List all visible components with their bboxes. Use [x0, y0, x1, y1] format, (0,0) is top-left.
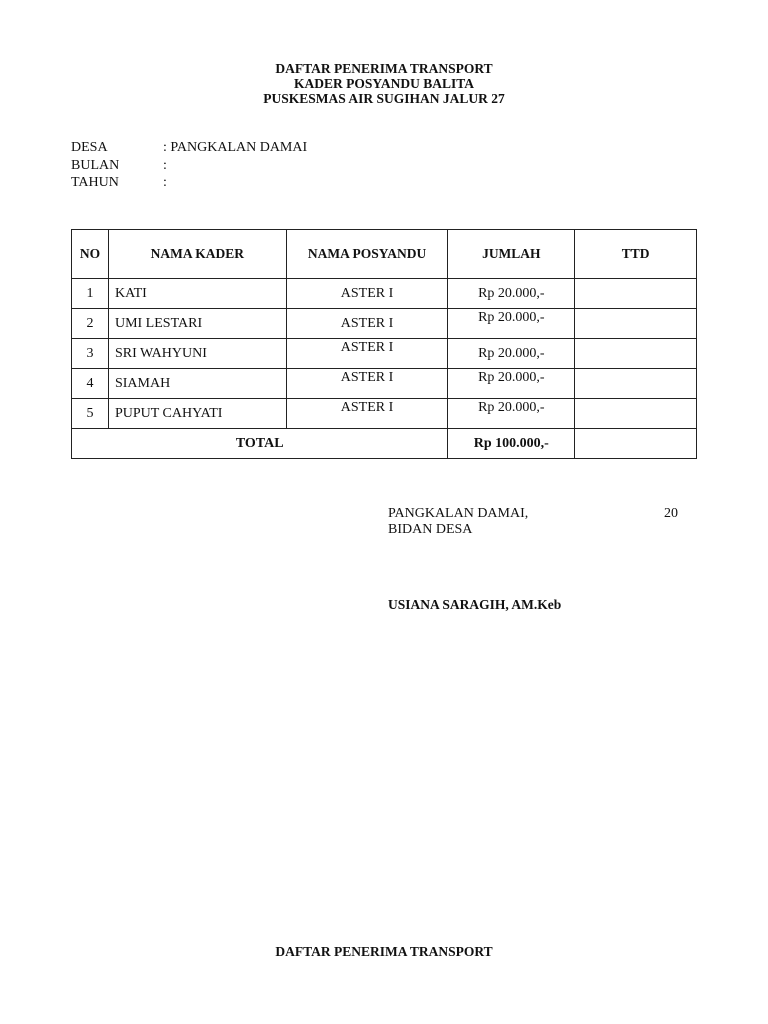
cell-nama: SRI WAHYUNI [108, 339, 286, 369]
title-line-2: KADER POSYANDU BALITA [293, 76, 475, 91]
cell-posyandu: ASTER I [286, 279, 448, 309]
cell-no: 5 [72, 399, 109, 429]
meta-desa-label: DESA [71, 140, 108, 155]
meta-bulan-label: BULAN [71, 157, 120, 173]
cell-jumlah-text: Rp 20.000,- [478, 369, 545, 385]
meta-desa [71, 139, 307, 157]
header-no: NO [72, 230, 109, 279]
cell-no: 1 [72, 279, 109, 309]
title-line-1: DAFTAR PENERIMA TRANSPORT [275, 61, 493, 76]
cell-posyandu-text: ASTER I [340, 399, 394, 415]
document-title [0, 61, 768, 106]
title-line-3: PUSKESMAS AIR SUGIHAN JALUR 27 [263, 91, 505, 106]
cell-ttd [575, 309, 697, 339]
cell-posyandu [286, 399, 448, 429]
cell-posyandu-text: ASTER I [340, 339, 394, 355]
header-ttd: TTD [575, 230, 697, 279]
cell-posyandu: ASTER I [286, 309, 448, 339]
signature-block [388, 506, 678, 538]
meta-desa-value: : PANGKALAN DAMAI [163, 140, 308, 155]
table-row [72, 279, 697, 309]
cell-nama: UMI LESTARI [108, 309, 286, 339]
table-row [72, 339, 697, 369]
cell-posyandu [286, 339, 448, 369]
cell-jumlah-text: Rp 20.000,- [478, 309, 545, 325]
meta-bulan-value: : [163, 157, 167, 173]
total-ttd [575, 429, 697, 459]
header-jumlah: JUMLAH [448, 230, 575, 279]
cell-no: 2 [72, 309, 109, 339]
total-row [72, 429, 697, 459]
meta-tahun-label: TAHUN [71, 175, 119, 190]
header-nama-kader: NAMA KADER [108, 230, 286, 279]
header-nama-posyandu: NAMA POSYANDU [286, 230, 448, 279]
cell-ttd [575, 399, 697, 429]
cell-nama: KATI [108, 279, 286, 309]
signer-name: USIANA SARAGIH, AM.Keb [388, 597, 562, 612]
cell-nama: SIAMAH [108, 369, 286, 399]
recipient-table [71, 229, 697, 459]
document-meta [71, 139, 307, 192]
cell-posyandu-text: ASTER I [340, 369, 394, 385]
table-row [72, 309, 697, 339]
signature-place: PANGKALAN DAMAI, [388, 506, 529, 521]
cell-nama: PUPUT CAHYATI [108, 399, 286, 429]
cell-no: 3 [72, 339, 109, 369]
cell-jumlah: Rp 20.000,- [448, 339, 575, 369]
total-value: Rp 100.000,- [448, 429, 575, 459]
cell-ttd [575, 369, 697, 399]
cell-posyandu [286, 369, 448, 399]
meta-bulan [71, 157, 307, 175]
next-page-title: DAFTAR PENERIMA TRANSPORT [275, 944, 493, 959]
meta-tahun-value: : [163, 175, 167, 190]
table-row [72, 399, 697, 429]
cell-jumlah [448, 399, 575, 429]
signature-role: BIDAN DESA [388, 522, 473, 537]
meta-tahun [71, 174, 307, 192]
cell-ttd [575, 339, 697, 369]
table-header-row [72, 230, 697, 279]
cell-jumlah: Rp 20.000,- [448, 279, 575, 309]
cell-jumlah-text: Rp 20.000,- [478, 399, 545, 415]
total-label: TOTAL [72, 429, 448, 459]
cell-jumlah [448, 309, 575, 339]
table-row [72, 369, 697, 399]
cell-jumlah [448, 369, 575, 399]
signature-year: 20 [664, 506, 678, 521]
cell-no: 4 [72, 369, 109, 399]
cell-ttd [575, 279, 697, 309]
